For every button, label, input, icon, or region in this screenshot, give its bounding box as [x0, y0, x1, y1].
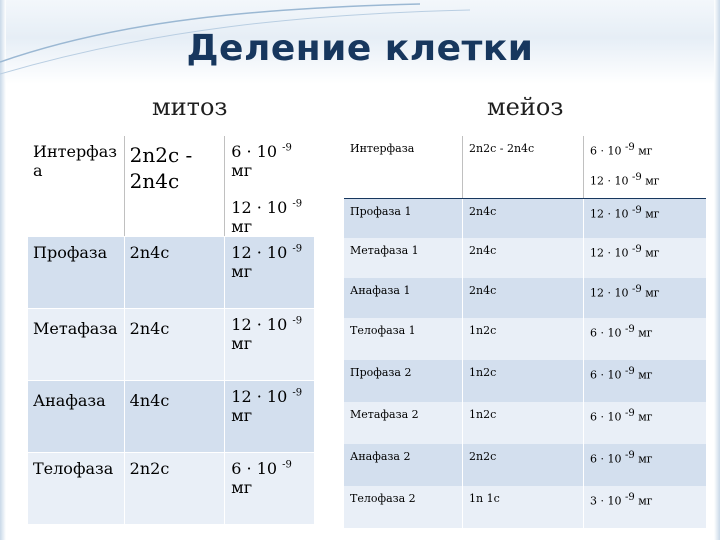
chromosome-formula: 1n2c [469, 408, 497, 421]
dna-mass: 12 · 10 -9 мг [584, 278, 707, 318]
dna-mass: 12 · 10 -9 мг [584, 198, 707, 238]
chromosome-formula: 4n4c [129, 391, 170, 410]
phase-label: Анафаза [33, 391, 106, 410]
dna-mass: 12 · 10 -9 мг [584, 238, 707, 278]
phase-label: Телофаза [33, 459, 114, 478]
dna-mass: 12 · 10 $^{-9}$ мг [225, 237, 314, 309]
phase-label: Интерфаз а [33, 142, 117, 180]
phase-label: Анафаза 2 [350, 450, 411, 463]
phase-label: Метафаза 2 [350, 408, 419, 421]
chromosome-formula: 2n4c [469, 244, 497, 257]
dna-mass: 6 · 10 -9 мг [584, 402, 707, 444]
dna-mass: 6 · 10 -9 мг [590, 142, 653, 158]
table-row [28, 381, 314, 453]
table-row [28, 309, 314, 381]
table-row [344, 198, 706, 238]
chromosome-formula: 2n4c [469, 204, 497, 218]
table-row [344, 136, 706, 198]
phase-label: Интерфаза [350, 142, 415, 155]
meiosis-table [344, 136, 706, 528]
dna-mass: 6 · 10 -9 мг [584, 444, 707, 486]
table-row [344, 402, 706, 444]
phase-label: Анафаза 1 [350, 284, 411, 297]
dna-mass-2: 12 · 10 $^{-9}$ мг [231, 198, 303, 236]
dna-mass: 6 · 10 -9 мг [584, 318, 707, 360]
phase-label: Телофаза 1 [350, 324, 416, 337]
phase-label: Метафаза 1 [350, 244, 419, 257]
dna-mass: 12 · 10 $^{-9}$ мг [225, 309, 314, 381]
chromosome-formula: 2n4c [129, 319, 170, 338]
chromosome-formula: 1n2c [469, 366, 497, 379]
chromosome-formula: 2n2c [469, 450, 497, 463]
chromosome-formula: 2n4c [469, 284, 497, 297]
table-row [344, 278, 706, 318]
table-row [344, 360, 706, 402]
table-row [28, 237, 314, 309]
phase-label: Профаза 2 [350, 366, 412, 379]
chromosome-formula: 2n2c - 2n4c [129, 143, 193, 193]
chromosome-formula: 2n2c - 2n4c [469, 142, 535, 155]
dna-mass: 12 · 10 $^{-9}$ мг [225, 381, 314, 453]
chromosome-formula: 2n2c [129, 459, 170, 478]
table-row [344, 444, 706, 486]
table-row [28, 453, 314, 525]
slide-title: Деление клетки [186, 28, 534, 69]
chromosome-formula: 2n4c [129, 243, 170, 262]
dna-mass-2: 12 · 10 -9 мг [590, 171, 660, 188]
table-row [344, 318, 706, 360]
dna-mass: 6 · 10 $^{-9}$ мг [225, 453, 314, 525]
phase-label: Профаза 1 [350, 204, 412, 218]
dna-mass: 6 · 10 $^{-9}$ мг [231, 142, 292, 180]
dna-mass: 6 · 10 -9 мг [584, 360, 707, 402]
phase-label: Профаза [33, 243, 108, 262]
table-row [344, 238, 706, 278]
mitosis-table [28, 136, 314, 525]
dna-mass: 3 · 10 -9 мг [584, 486, 707, 528]
phase-label: Телофаза 2 [350, 492, 416, 505]
chromosome-formula: 1n 1c [469, 492, 500, 505]
chromosome-formula: 1n2c [469, 324, 497, 337]
mitosis-heading: митоз [152, 93, 228, 121]
table-row [28, 136, 314, 237]
meiosis-heading: мейоз [487, 93, 564, 121]
table-row [344, 486, 706, 528]
phase-label: Метафаза [33, 319, 118, 338]
